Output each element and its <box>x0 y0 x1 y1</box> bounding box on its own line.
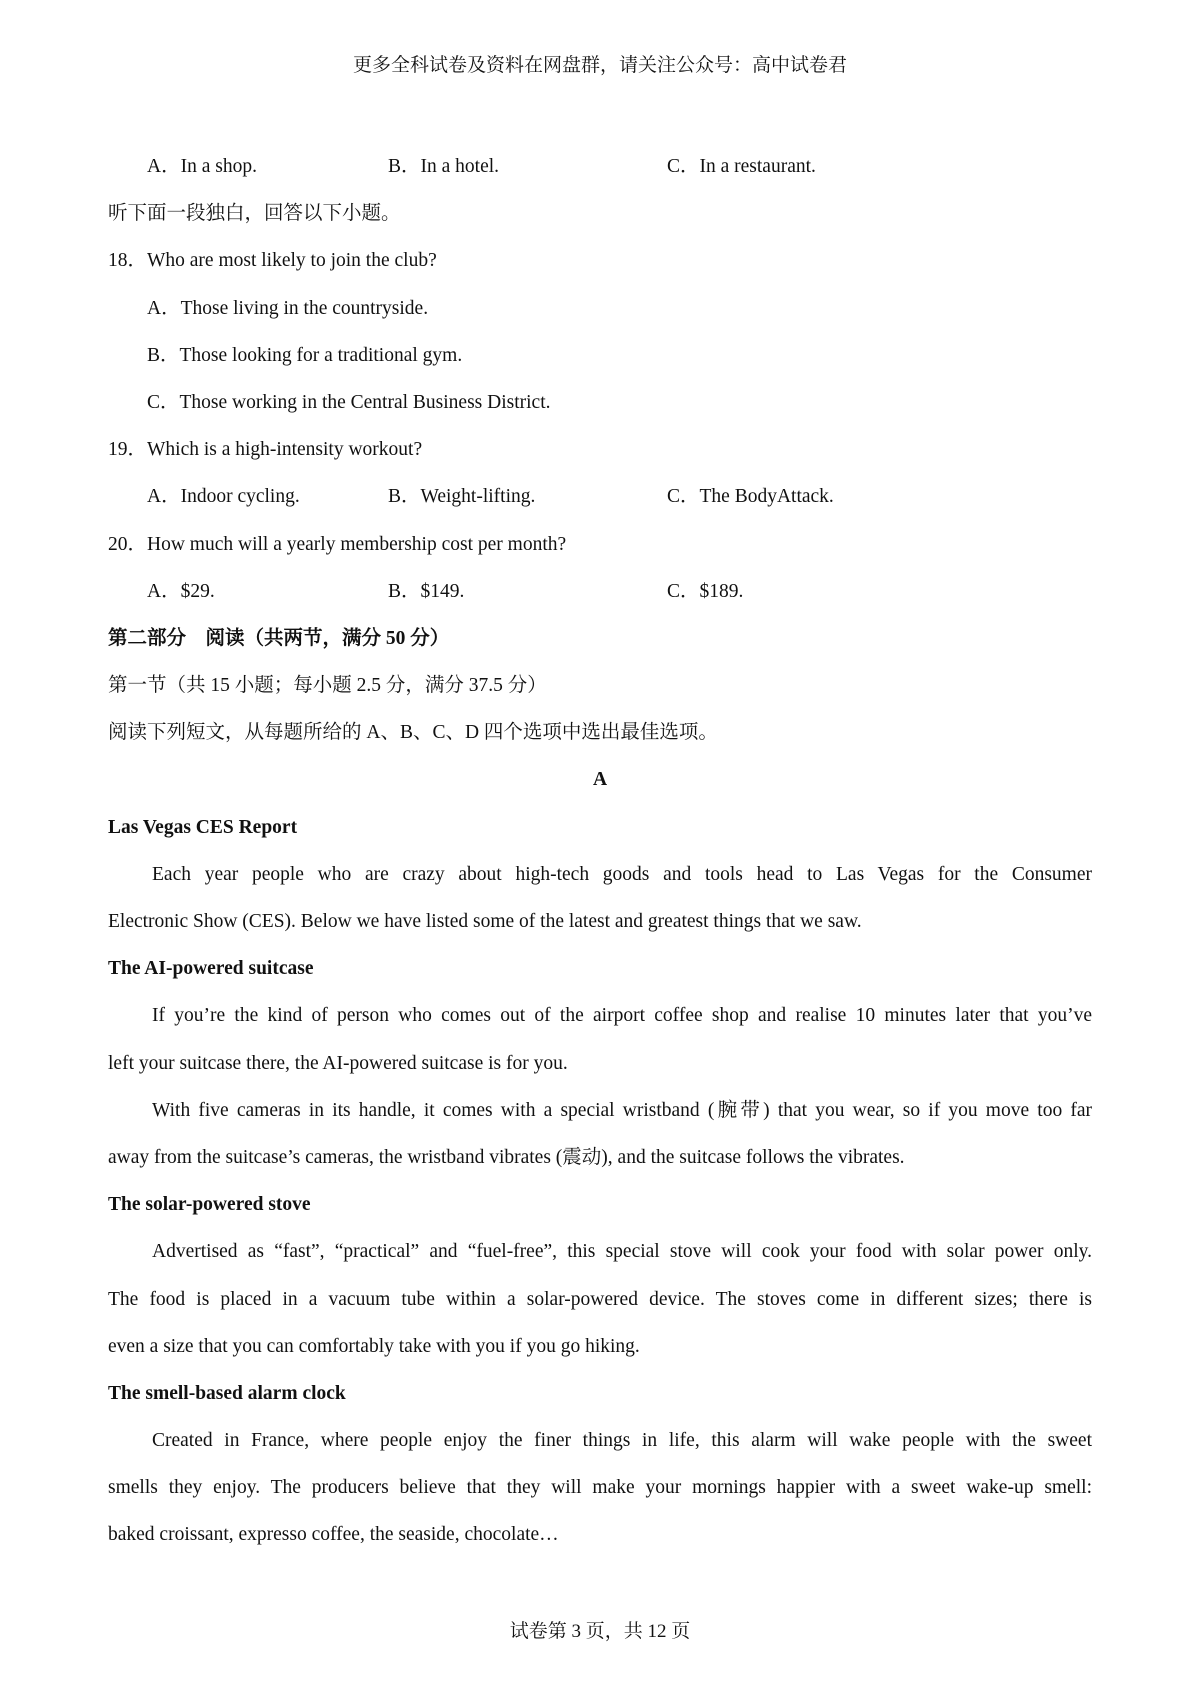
paragraph-line: smells they enjoy. The producers believe that they will make your mornings happier with a sweet wake-up smell: <box>108 1477 1092 1499</box>
part2-title: 第二部分 阅读（共两节，满分 50 分） <box>108 627 450 649</box>
paragraph-line: With five cameras in its handle, it comes with a special wristband (腕带) that you wear, so if you move too far <box>152 1099 1092 1121</box>
option-c: C．The BodyAttack. <box>667 486 834 508</box>
paragraph-line: Advertised as “fast”, “practical” and “fuel-free”, this special stove will cook your food with solar power only. <box>152 1241 1092 1263</box>
page-body <box>108 143 1092 1559</box>
passage-title: Las Vegas CES Report <box>108 816 298 838</box>
option-b: B．$149. <box>388 580 465 602</box>
paragraph-line: left your suitcase there, the AI-powered suitcase is for you. <box>108 1052 568 1074</box>
section1-title: 第一节（共 15 小题；每小题 2.5 分，满分 37.5 分） <box>108 675 547 697</box>
paragraph-line: Created in France, where people enjoy the finer things in life, this alarm will wake people with the sweet <box>152 1430 1092 1452</box>
passage-label: A <box>592 769 608 791</box>
q18-option-b: B．Those looking for a traditional gym. <box>147 344 463 366</box>
q19-stem: 19．Which is a high-intensity workout? <box>108 439 423 461</box>
q20-stem: 20．How much will a yearly membership cost per month? <box>108 533 567 555</box>
section-title-suitcase: The AI-powered suitcase <box>108 958 314 980</box>
q17-options <box>108 143 1092 190</box>
q18-option-a: A．Those living in the countryside. <box>147 297 429 319</box>
section-title-alarm: The smell-based alarm clock <box>108 1382 346 1404</box>
section-title-stove: The solar-powered stove <box>108 1194 311 1216</box>
paragraph-line: away from the suitcase’s cameras, the wristband vibrates (震动), and the suitcase follows the vibrates. <box>108 1146 905 1168</box>
paragraph-line: baked croissant, expresso coffee, the seaside, chocolate… <box>108 1524 559 1546</box>
q20-options <box>108 568 1092 615</box>
paragraph-line: The food is placed in a vacuum tube within a solar-powered device. The stoves come in different sizes; there is <box>108 1288 1092 1310</box>
reading-instruction: 阅读下列短文，从每题所给的 A、B、C、D 四个选项中选出最佳选项。 <box>108 722 718 744</box>
option-b: B．In a hotel. <box>388 156 500 177</box>
intro-line: Electronic Show (CES). Below we have listed some of the latest and greatest things that we saw. <box>108 911 862 932</box>
q19-options <box>108 473 1092 520</box>
monologue-instruction: 听下面一段独白，回答以下小题。 <box>108 203 401 225</box>
intro-line: Each year people who are crazy about high-tech goods and tools head to Las Vegas for the Consumer <box>152 863 1092 885</box>
paragraph-line: If you’re the kind of person who comes out of the airport coffee shop and realise 10 minutes later that you’ve <box>152 1005 1092 1027</box>
option-b: B．Weight-lifting. <box>388 486 536 508</box>
option-a: A．In a shop. <box>147 156 257 177</box>
page-header: 更多全科试卷及资料在网盘群，请关注公众号：高中试卷君 <box>352 55 847 76</box>
q18-stem: 18．Who are most likely to join the club? <box>108 250 437 272</box>
paragraph-line: even a size that you can comfortably take with you if you go hiking. <box>108 1335 640 1357</box>
option-c: C．$189. <box>667 580 744 602</box>
page-footer: 试卷第 3 页，共 12 页 <box>509 1621 691 1642</box>
option-c: C．In a restaurant. <box>667 156 816 177</box>
option-a: A．$29. <box>147 580 215 602</box>
option-a: A．Indoor cycling. <box>147 486 300 508</box>
q18-option-c: C．Those working in the Central Business District. <box>147 391 551 413</box>
